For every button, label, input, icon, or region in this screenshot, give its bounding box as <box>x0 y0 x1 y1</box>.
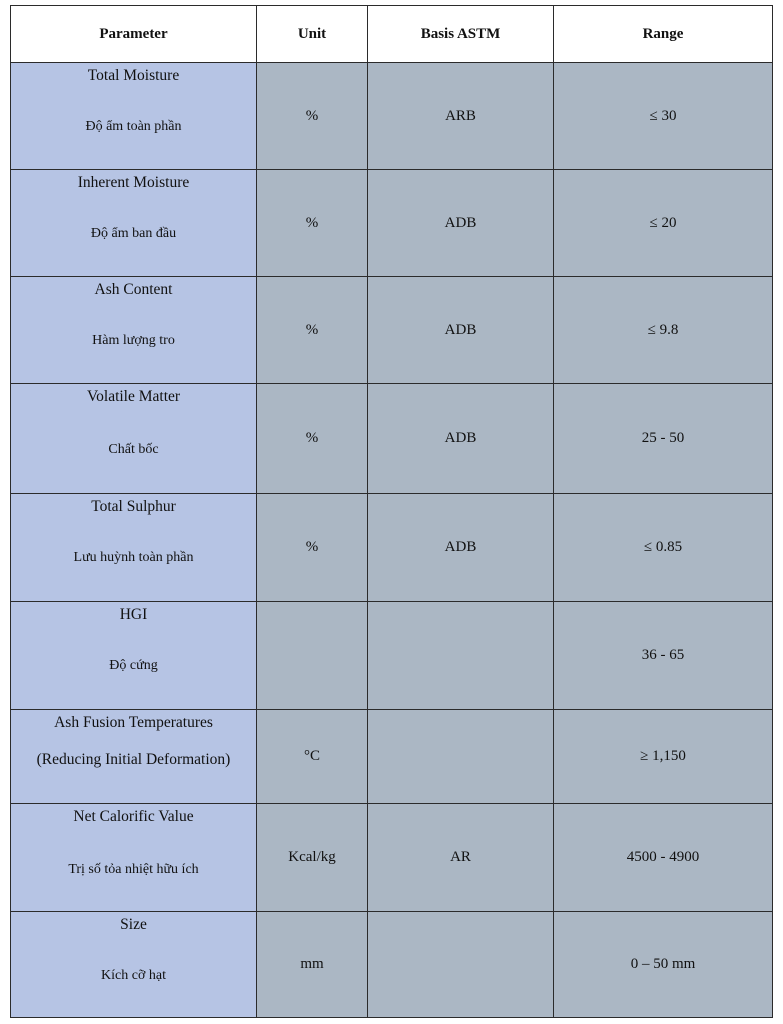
header-basis: Basis ASTM <box>368 6 554 63</box>
param-vi: (Reducing Initial Deformation) <box>36 751 231 768</box>
table-row <box>11 912 773 1018</box>
basis-cell: ADB <box>368 277 554 384</box>
param-en: Total Sulphur <box>91 498 176 515</box>
basis-cell: AR <box>368 804 554 912</box>
header-row <box>11 6 773 63</box>
param-vi: Hàm lượng tro <box>92 333 175 348</box>
header-unit: Unit <box>257 6 368 63</box>
param-en: Net Calorific Value <box>73 808 194 825</box>
param-cell <box>11 277 257 384</box>
basis-cell <box>368 602 554 710</box>
unit-cell: mm <box>257 912 368 1018</box>
header-range: Range <box>554 6 773 63</box>
table-row <box>11 277 773 384</box>
range-cell: 4500 - 4900 <box>554 804 773 912</box>
param-en: Volatile Matter <box>86 388 181 405</box>
param-en: Inherent Moisture <box>77 174 190 191</box>
param-en: HGI <box>119 606 148 623</box>
range-cell: 36 - 65 <box>554 602 773 710</box>
range-cell: ≥ 1,150 <box>554 710 773 804</box>
range-cell: 25 - 50 <box>554 384 773 494</box>
param-cell <box>11 912 257 1018</box>
unit-cell: % <box>257 277 368 384</box>
param-vi: Độ ẩm toàn phần <box>85 119 182 134</box>
table-row <box>11 63 773 170</box>
param-vi: Trị số tỏa nhiệt hữu ích <box>68 862 199 877</box>
unit-cell <box>257 602 368 710</box>
unit-cell: % <box>257 170 368 277</box>
range-cell: ≤ 20 <box>554 170 773 277</box>
param-cell <box>11 494 257 602</box>
table-row <box>11 804 773 912</box>
range-cell: ≤ 0.85 <box>554 494 773 602</box>
unit-cell: % <box>257 63 368 170</box>
param-vi: Độ ẩm ban đầu <box>90 226 177 241</box>
coal-spec-table <box>10 5 773 1018</box>
basis-cell: ADB <box>368 170 554 277</box>
param-en: Ash Fusion Temperatures <box>54 714 213 731</box>
unit-cell: °C <box>257 710 368 804</box>
basis-cell <box>368 912 554 1018</box>
table-row <box>11 710 773 804</box>
table-row <box>11 170 773 277</box>
param-vi: Kích cỡ hạt <box>101 968 166 983</box>
param-cell <box>11 602 257 710</box>
range-cell: 0 – 50 mm <box>554 912 773 1018</box>
param-cell <box>11 170 257 277</box>
table-row <box>11 602 773 710</box>
param-cell <box>11 804 257 912</box>
range-cell: ≤ 9.8 <box>554 277 773 384</box>
param-cell <box>11 710 257 804</box>
unit-cell: Kcal/kg <box>257 804 368 912</box>
param-cell <box>11 384 257 494</box>
param-cell <box>11 63 257 170</box>
basis-cell: ARB <box>368 63 554 170</box>
param-en: Total Moisture <box>87 67 180 84</box>
basis-cell: ADB <box>368 384 554 494</box>
param-vi: Chất bốc <box>108 442 159 457</box>
unit-cell: % <box>257 384 368 494</box>
param-en: Size <box>120 916 147 933</box>
range-cell: ≤ 30 <box>554 63 773 170</box>
basis-cell <box>368 710 554 804</box>
unit-cell: % <box>257 494 368 602</box>
basis-cell: ADB <box>368 494 554 602</box>
param-vi: Độ cứng <box>109 658 158 673</box>
table-row <box>11 494 773 602</box>
header-parameter: Parameter <box>11 6 257 63</box>
param-en: Ash Content <box>94 281 173 298</box>
table-row <box>11 384 773 494</box>
param-vi: Lưu huỳnh toàn phần <box>73 550 194 565</box>
